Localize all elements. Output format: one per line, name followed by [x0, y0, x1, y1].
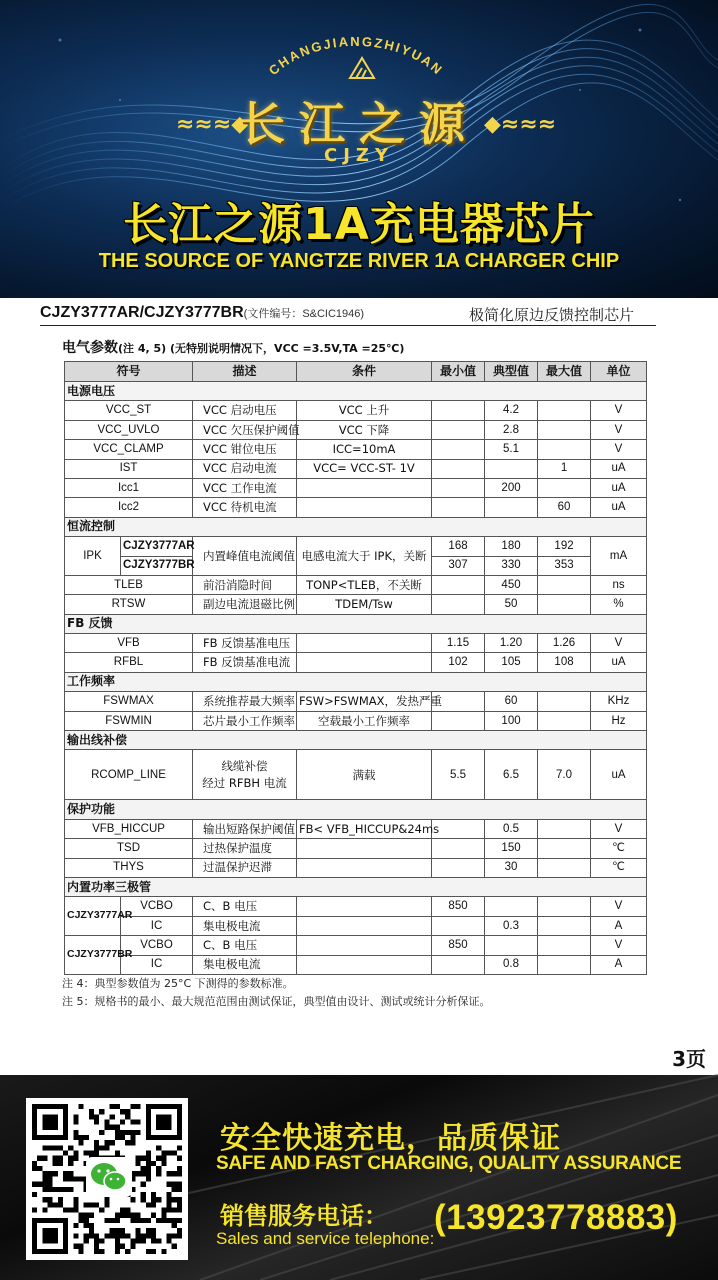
desc-cell: 前沿消隐时间 [193, 575, 297, 594]
symbol-cell: RFBL [65, 653, 193, 672]
table-row [65, 750, 647, 800]
desc-cell: VCC 启动电压 [193, 401, 297, 420]
typ-cell: 105 [485, 653, 538, 672]
min-cell: 5.5 [432, 750, 485, 800]
typ-cell: 100 [485, 711, 538, 730]
group-row: 保护功能 [65, 800, 647, 819]
unit-cell: A [591, 916, 647, 935]
typ-cell: 1.20 [485, 634, 538, 653]
banner-subtitle: THE SOURCE OF YANGTZE RIVER 1A CHARGER CHIP [98, 250, 620, 272]
table-row [65, 634, 647, 653]
min-cell [432, 858, 485, 877]
table-row [65, 916, 647, 935]
header-cell: 最大值 [538, 362, 591, 382]
logo-text: 长江之源 [239, 97, 479, 151]
typ-cell: 450 [485, 575, 538, 594]
desc-cell: 副边电流退磁比例 [193, 595, 297, 614]
unit-cell: KHz [591, 692, 647, 711]
typ-cell [485, 936, 538, 955]
unit-cell: A [591, 955, 647, 974]
max-cell [538, 711, 591, 730]
desc-cell: 过热保护温度 [193, 839, 297, 858]
desc-cell: VCC 欠压保护阈值 [193, 420, 297, 439]
typ-cell: 0.8 [485, 955, 538, 974]
unit-cell: V [591, 634, 647, 653]
max-cell [538, 839, 591, 858]
symbol-cell: TLEB [65, 575, 193, 594]
symbol-cell: FSWMAX [65, 692, 193, 711]
table-row [65, 575, 647, 594]
spec-table [64, 361, 647, 975]
typ-cell: 60 [485, 692, 538, 711]
max-cell: 7.0 [538, 750, 591, 800]
unit-cell: ns [591, 575, 647, 594]
table-row [65, 955, 647, 974]
min-cell: 102 [432, 653, 485, 672]
typ-cell: 0.5 [485, 819, 538, 838]
min-cell: 307 [432, 556, 485, 575]
min-cell [432, 575, 485, 594]
max-cell [538, 595, 591, 614]
typ-cell: 200 [485, 478, 538, 497]
table-row [65, 819, 647, 838]
cond-cell: 电感电流大于 IPK，关断 [297, 537, 432, 576]
typ-cell: 4.2 [485, 401, 538, 420]
cond-cell [297, 478, 432, 497]
max-cell: 1.26 [538, 634, 591, 653]
group-row: 输出线补偿 [65, 731, 647, 750]
symbol-cell: VFB_HICCUP [65, 819, 193, 838]
max-cell [538, 401, 591, 420]
symbol-cell: IC [121, 955, 193, 974]
cond-cell: ICC=10mA [297, 440, 432, 459]
desc-cell: VCC 工作电流 [193, 478, 297, 497]
symbol-cell: IPK [65, 537, 121, 576]
table-row [65, 858, 647, 877]
desc-cell: 内置峰值电流阈值 [193, 537, 297, 576]
cond-cell: 满载 [297, 750, 432, 800]
desc-cell: 集电极电流 [193, 916, 297, 935]
min-cell [432, 955, 485, 974]
header-cell: 单位 [591, 362, 647, 382]
unit-cell: % [591, 595, 647, 614]
symbol-cell: RTSW [65, 595, 193, 614]
desc-cell: FB 反馈基准电流 [193, 653, 297, 672]
min-cell: 850 [432, 897, 485, 916]
unit-cell: ℃ [591, 858, 647, 877]
symbol-cell: FSWMIN [65, 711, 193, 730]
typ-cell: 180 [485, 537, 538, 556]
left-ornament-icon: ≈≈≈◆ [176, 112, 249, 137]
desc-cell: 集电极电流 [193, 955, 297, 974]
typ-cell: 0.3 [485, 916, 538, 935]
typ-cell: 5.1 [485, 440, 538, 459]
desc-cell: VCC 启动电流 [193, 459, 297, 478]
symbol-cell: Icc2 [65, 498, 193, 517]
symbol-cell: IST [65, 459, 193, 478]
min-cell [432, 420, 485, 439]
desc-cell: C、B 电压 [193, 936, 297, 955]
unit-cell: uA [591, 498, 647, 517]
unit-cell: V [591, 420, 647, 439]
page-number: 3页 [672, 1047, 706, 1071]
max-cell [538, 440, 591, 459]
max-cell [538, 420, 591, 439]
group-row: 内置功率三极管 [65, 877, 647, 896]
min-cell [432, 401, 485, 420]
header-cell: 条件 [297, 362, 432, 382]
max-cell [538, 858, 591, 877]
desc-cell: FB 反馈基准电压 [193, 634, 297, 653]
min-cell [432, 839, 485, 858]
max-cell: 108 [538, 653, 591, 672]
file-number: (文件编号：S&CIC1946) [243, 308, 365, 320]
wechat-icon [86, 1157, 132, 1197]
cond-cell [297, 858, 432, 877]
section-title: 电气参数(注 4, 5) (无特别说明情况下，VCC =3.5V,TA =25℃) [62, 340, 405, 356]
cond-cell: VCC 下降 [297, 420, 432, 439]
cond-cell [297, 897, 432, 916]
max-cell [538, 936, 591, 955]
typ-cell: 150 [485, 839, 538, 858]
table-row [65, 459, 647, 478]
symbol-cell: IC [121, 916, 193, 935]
max-cell [538, 897, 591, 916]
model-cell: CJZY3777BR [65, 936, 121, 975]
symbol-cell: VCC_UVLO [65, 420, 193, 439]
unit-cell: uA [591, 478, 647, 497]
group-row: 电源电压 [65, 382, 647, 401]
table-row [65, 420, 647, 439]
max-cell [538, 478, 591, 497]
min-cell [432, 440, 485, 459]
desc-cell: 过温保护迟滞 [193, 858, 297, 877]
unit-cell: V [591, 440, 647, 459]
max-cell: 192 [538, 537, 591, 556]
typ-cell: 30 [485, 858, 538, 877]
symbol-cell: VCBO [121, 897, 193, 916]
footnote-4: 注 4：典型参数值为 25°C 下测得的参数标准。 [62, 977, 294, 990]
typ-cell [485, 459, 538, 478]
table-row [65, 897, 647, 916]
table-row [65, 595, 647, 614]
unit-cell: uA [591, 653, 647, 672]
cond-cell: VCC 上升 [297, 401, 432, 420]
document-title: 极简化原边反馈控制芯片 [468, 306, 634, 324]
cond-cell: 空载最小工作频率 [297, 711, 432, 730]
unit-cell: V [591, 897, 647, 916]
table-row [65, 401, 647, 420]
min-cell [432, 595, 485, 614]
table-row [65, 498, 647, 517]
unit-cell: V [591, 819, 647, 838]
unit-cell: ℃ [591, 839, 647, 858]
unit-cell: mA [591, 537, 647, 576]
max-cell [538, 575, 591, 594]
table-row [65, 537, 647, 556]
table-row [65, 440, 647, 459]
desc-cell: 线缆补偿 经过 RFBH 电流 [193, 750, 297, 800]
symbol-cell: RCOMP_LINE [65, 750, 193, 800]
max-cell [538, 692, 591, 711]
cond-cell [297, 955, 432, 974]
min-cell [432, 459, 485, 478]
max-cell: 60 [538, 498, 591, 517]
header-cell: 典型值 [485, 362, 538, 382]
group-row: FB 反馈 [65, 614, 647, 633]
phone-number[interactable]: (13923778883) [434, 1198, 678, 1237]
cond-cell [297, 936, 432, 955]
table-row [65, 478, 647, 497]
cond-cell: VCC= VCC-ST- 1V [297, 459, 432, 478]
footnote-5: 注 5：规格书的最小、最大规范范围由测试保证，典型值由设计、测试或统计分析保证。 [62, 995, 491, 1008]
logo-subtext: CJZY [324, 145, 394, 166]
min-cell [432, 478, 485, 497]
max-cell [538, 819, 591, 838]
table-header-row [65, 362, 647, 382]
min-cell: 168 [432, 537, 485, 556]
unit-cell: uA [591, 750, 647, 800]
service-label-english: Sales and service telephone: [216, 1229, 435, 1248]
section-note: (注 4, 5) (无特别说明情况下，VCC =3.5V,TA =25℃) [118, 342, 405, 355]
symbol-cell: VCC_CLAMP [65, 440, 193, 459]
cond-cell [297, 498, 432, 517]
desc-cell: 输出短路保护阈值 [193, 819, 297, 838]
symbol-cell: VCBO [121, 936, 193, 955]
right-ornament-icon: ◆≈≈≈ [484, 112, 557, 137]
symbol-cell: VCC_ST [65, 401, 193, 420]
max-cell: 353 [538, 556, 591, 575]
unit-cell: uA [591, 459, 647, 478]
desc-cell: C、B 电压 [193, 897, 297, 916]
service-label-chinese: 销售服务电话： [220, 1202, 388, 1230]
min-cell [432, 498, 485, 517]
min-cell: 1.15 [432, 634, 485, 653]
desc-cell: 系统推荐最大频率 [193, 692, 297, 711]
typ-cell: 330 [485, 556, 538, 575]
part-number: CJZY3777AR/CJZY3777BR(文件编号：S&CIC1946) [40, 304, 365, 321]
typ-cell: 2.8 [485, 420, 538, 439]
header-cell: 描述 [193, 362, 297, 382]
cond-cell [297, 653, 432, 672]
min-cell [432, 711, 485, 730]
cond-cell [297, 634, 432, 653]
min-cell [432, 819, 485, 838]
cond-cell: TDEM/Tsw [297, 595, 432, 614]
symbol-cell: TSD [65, 839, 193, 858]
table-row [65, 936, 647, 955]
unit-cell: Hz [591, 711, 647, 730]
max-cell: 1 [538, 459, 591, 478]
symbol-cell: Icc1 [65, 478, 193, 497]
cond-cell: FSW>FSWMAX，发热严重 [297, 692, 432, 711]
unit-cell: V [591, 401, 647, 420]
symbol-cell: VFB [65, 634, 193, 653]
header-banner [0, 0, 718, 298]
desc-cell: VCC 钳位电压 [193, 440, 297, 459]
svg-text:CHANGJIANGZHIYUAN: CHANGJIANGZHIYUAN [265, 33, 447, 79]
typ-cell: 6.5 [485, 750, 538, 800]
model-cell: CJZY3777BR [121, 556, 193, 575]
header-cell: 最小值 [432, 362, 485, 382]
slogan-english: SAFE AND FAST CHARGING, QUALITY ASSURANCE [216, 1153, 682, 1174]
document-header [40, 302, 656, 326]
symbol-cell: THYS [65, 858, 193, 877]
min-cell [432, 916, 485, 935]
group-row: 恒流控制 [65, 517, 647, 536]
model-cell: CJZY3777AR [121, 537, 193, 556]
min-cell: 850 [432, 936, 485, 955]
typ-cell [485, 897, 538, 916]
header-cell: 符号 [65, 362, 193, 382]
max-cell [538, 955, 591, 974]
table-row [65, 839, 647, 858]
slogan-chinese: 安全快速充电，品质保证 [220, 1121, 561, 1156]
max-cell [538, 916, 591, 935]
banner-title: 长江之源1A充电器芯片 [123, 199, 595, 250]
typ-cell: 50 [485, 595, 538, 614]
group-row: 工作频率 [65, 672, 647, 691]
triangle-logo-icon [350, 58, 374, 78]
cond-cell [297, 839, 432, 858]
table-row [65, 711, 647, 730]
typ-cell [485, 498, 538, 517]
table-row [65, 692, 647, 711]
desc-cell: 芯片最小工作频率 [193, 711, 297, 730]
table-row [65, 653, 647, 672]
model-cell: CJZY3777AR [65, 897, 121, 936]
cond-cell: TONP<TLEB，不关断 [297, 575, 432, 594]
desc-cell: VCC 待机电流 [193, 498, 297, 517]
cond-cell [297, 916, 432, 935]
unit-cell: V [591, 936, 647, 955]
cond-cell: FB< VFB_HICCUP&24ms [297, 819, 432, 838]
